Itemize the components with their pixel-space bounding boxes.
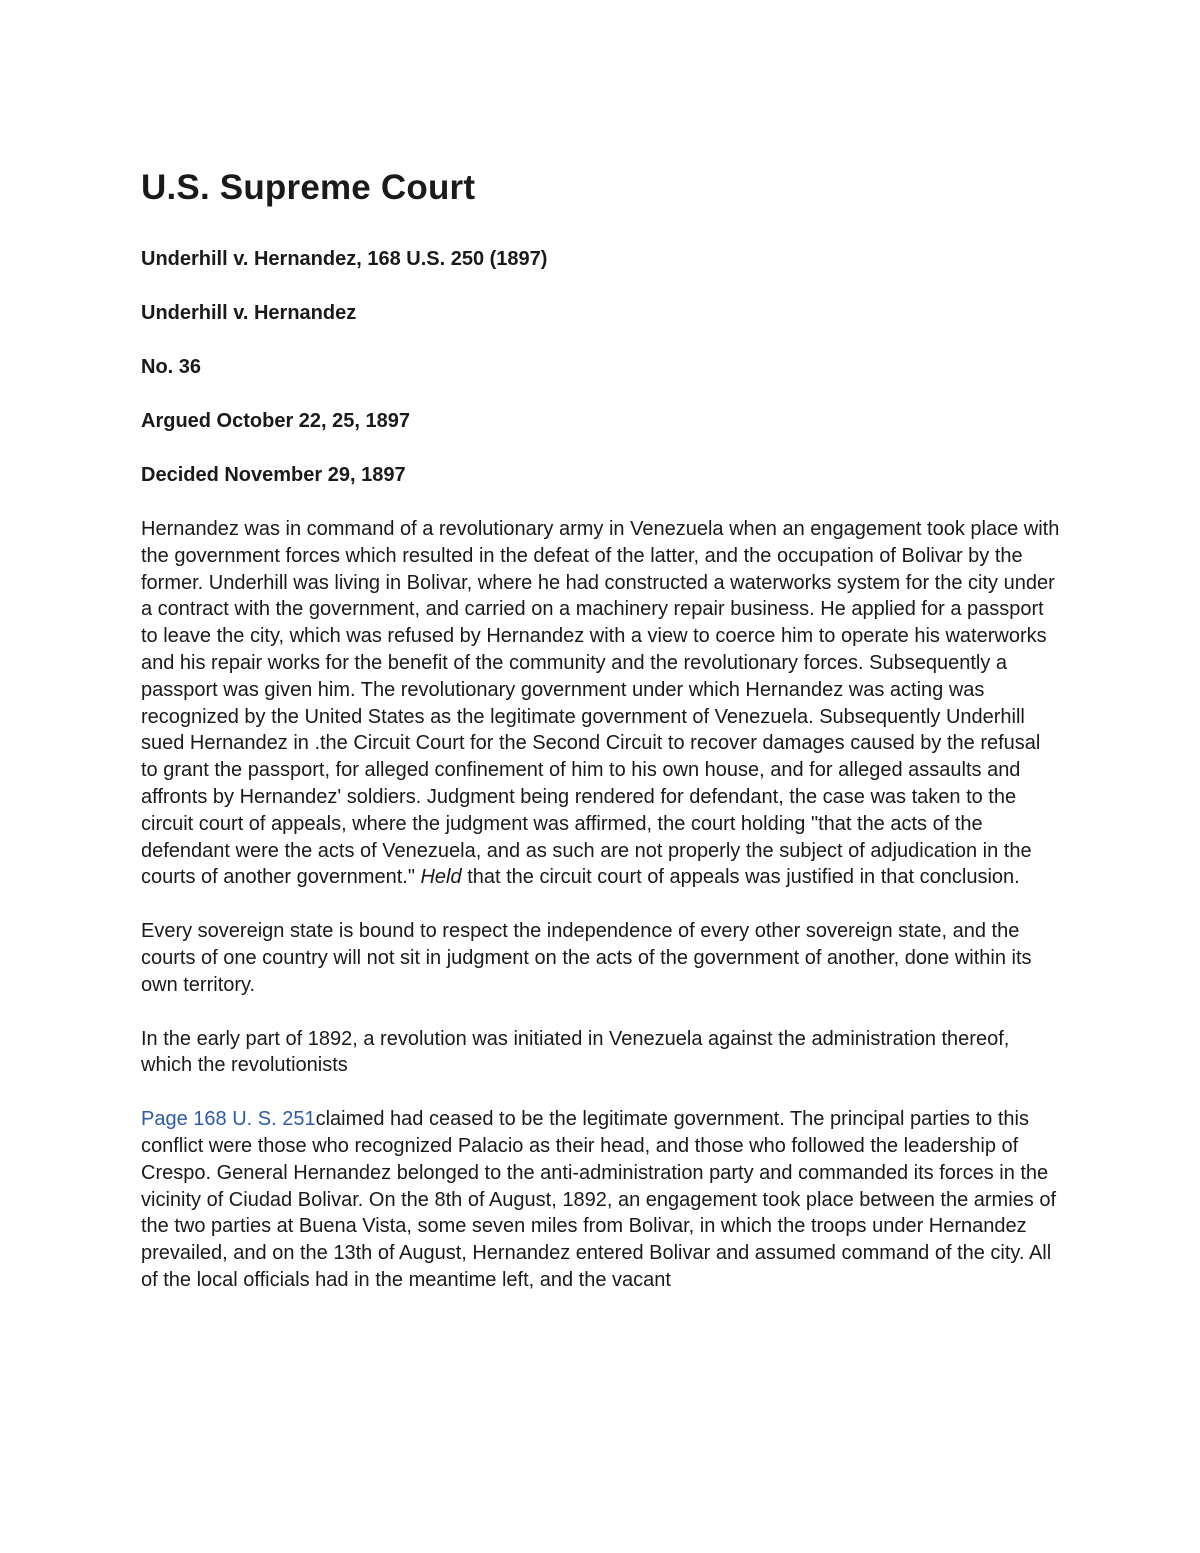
argued-date: Argued October 22, 25, 1897: [141, 410, 411, 432]
syllabus-held-text: that the circuit court of appeals was justified in that conclusion.: [467, 866, 1020, 889]
document-page: [141, 166, 1061, 1321]
held-label: Held: [420, 866, 462, 889]
decided-date: Decided November 29, 1897: [141, 464, 406, 486]
continued-text: claimed had ceased to be the legitimate government. The principal parties to this conflict were those who recognized Palacio as their head, and those who followed the leadership of Crespo. General Hernandez belonged to the anti-administration party and commanded its forces in the vicinity of Ciudad Bolivar. On the 8th of August, 1892, an engagement took place between the armies of the two parties at Buena Vista, some seven miles from Bolivar, in which the troops under Hernandez prevailed, and on the 13th of August, Hernandez entered Bolivar and assumed command of the city. All of the local officials had in the meantime left, and the vacant: [141, 1108, 1057, 1291]
sovereign-paragraph: Every sovereign state is bound to respect the independence of every other sovereign state, and the courts of one country will not sit in judgment on the acts of the government of another, done within its own territory.: [141, 920, 1032, 996]
court-title: U.S. Supreme Court: [141, 168, 476, 207]
revolution-paragraph: In the early part of 1892, a revolution was initiated in Venezuela against the administration thereof, which the revolutionists: [141, 1027, 1010, 1077]
syllabus-text: Hernandez was in command of a revolutionary army in Venezuela when an engagement took place with the government forces which resulted in the defeat of the latter, and the occupation of Bolivar by the former. Underhill was living in Bolivar, where he had constructed a waterworks system for the city under a contract with the government, and carried on a machinery repair business. He applied for a passport to leave the city, which was refused by Hernandez with a view to coerce him to operate his waterworks and his repair works for the benefit of the community and the revolutionary forces. Subsequently a passport was given him. The revolutionary government under which Hernandez was acting was recognized by the United States as the legitimate government of Venezuela. Subsequently Underhill sued Hernandez in .the Circuit Court for the Second Circuit to recover damages caused by the refusal to grant the passport, for alleged confinement of him to his own house, and for alleged assaults and affronts by Hernandez' soldiers. Judgment being rendered for defendant, the case was taken to the circuit court of appeals, where the judgment was affirmed, the court holding "that the acts of the defendant were the acts of Venezuela, and as such are not properly the subject of adjudication in the courts of another government.": [141, 518, 1060, 889]
case-name: Underhill v. Hernandez: [141, 302, 357, 324]
case-citation: Underhill v. Hernandez, 168 U.S. 250 (1897): [141, 248, 548, 270]
syllabus-paragraph: [141, 516, 1061, 891]
page-marker-link[interactable]: Page 168 U. S. 251: [141, 1108, 316, 1131]
docket-number: No. 36: [141, 356, 202, 378]
continued-paragraph: [141, 1106, 1061, 1294]
